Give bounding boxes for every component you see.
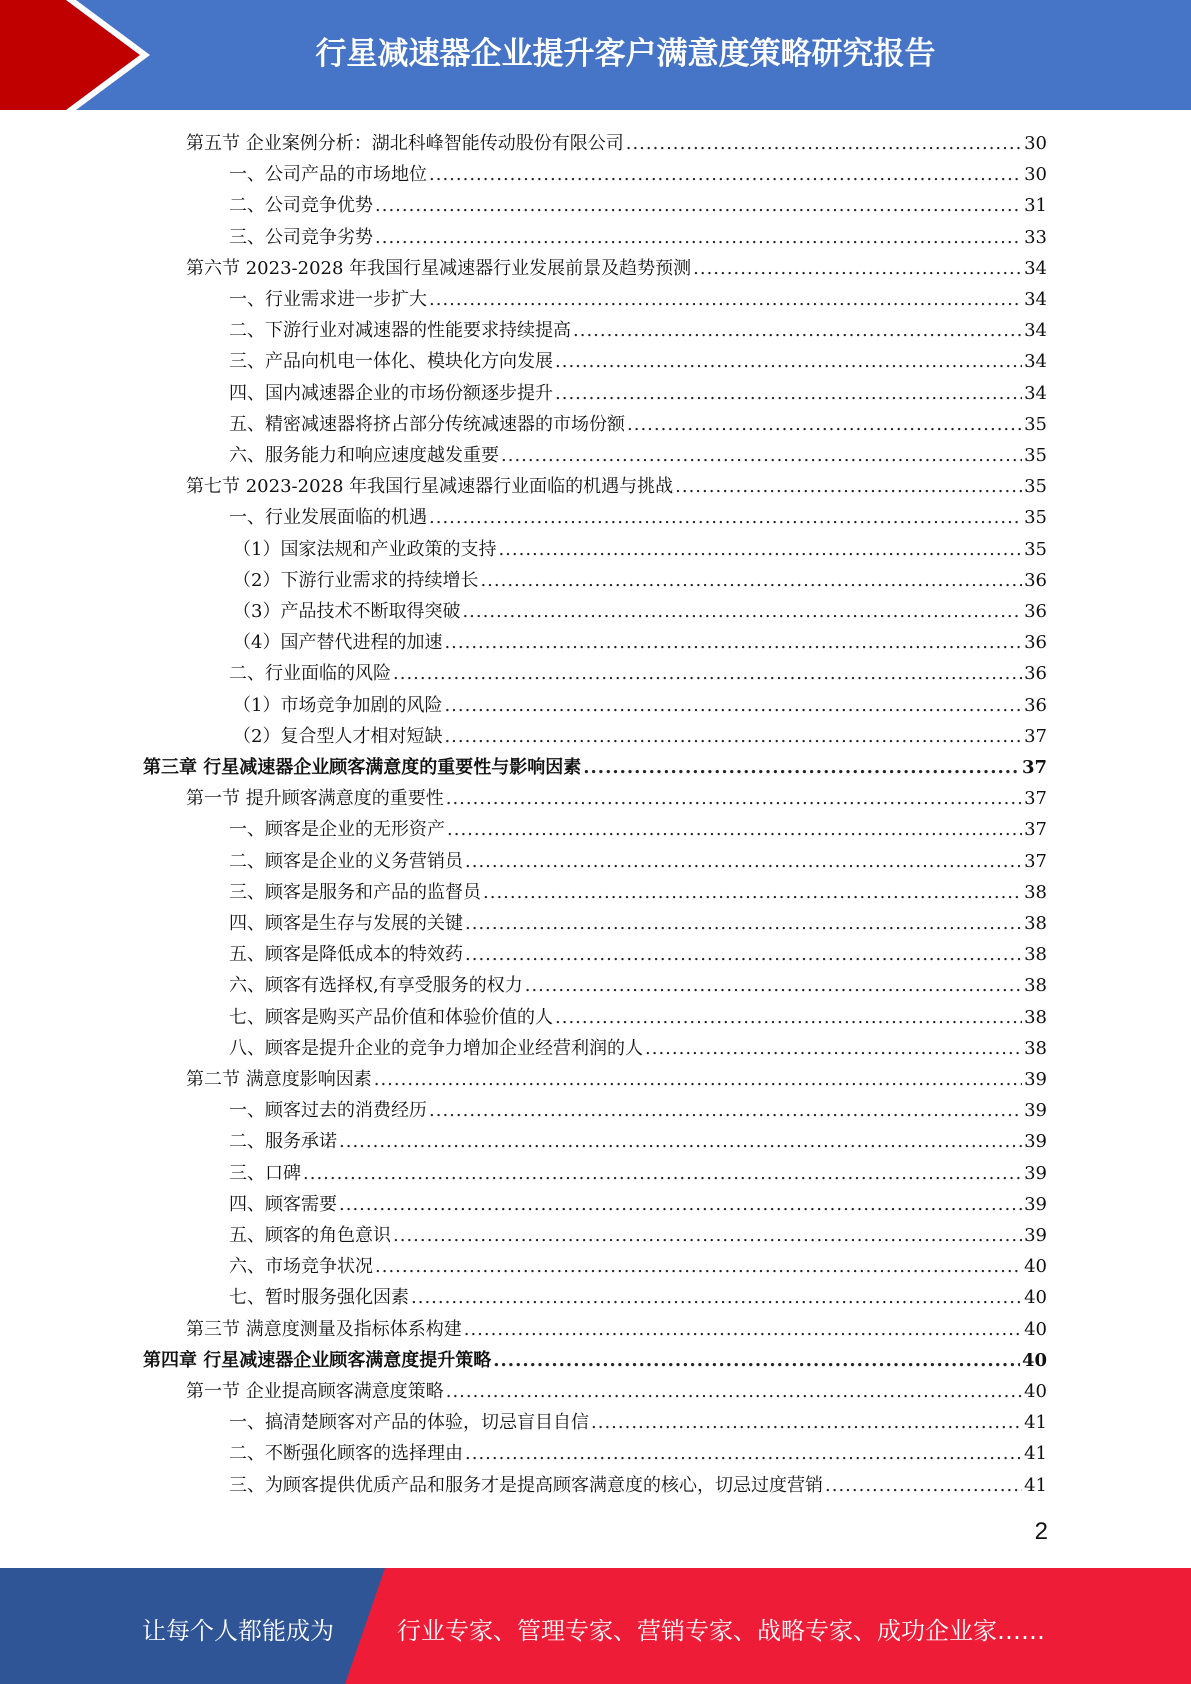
dot-leader (480, 565, 1022, 596)
toc-chapter[interactable] (143, 1345, 1047, 1376)
toc-entry-title: 六、顾客有选择权,有享受服务的权力 (229, 975, 523, 997)
dot-leader (375, 190, 1022, 221)
dot-leader (483, 877, 1022, 908)
toc-subsection[interactable] (229, 159, 1047, 190)
toc-page-number: 35 (1024, 507, 1047, 529)
dot-leader (525, 970, 1022, 1001)
dot-leader (498, 534, 1022, 565)
toc-subsection[interactable] (233, 596, 1047, 627)
toc-subsection[interactable] (229, 378, 1047, 409)
dot-leader (447, 814, 1022, 845)
toc-page-number: 36 (1024, 694, 1047, 716)
toc-subsection[interactable] (233, 627, 1047, 658)
toc-page-number: 39 (1024, 1225, 1047, 1246)
toc-entry-title: 一、行业发展面临的机遇 (229, 507, 427, 529)
toc-page-number: 37 (1021, 757, 1047, 778)
toc-subsection[interactable] (229, 1438, 1047, 1469)
dot-leader (375, 222, 1022, 253)
toc-entry-title: 三、公司竞争劣势 (229, 226, 373, 248)
toc-subsection[interactable] (229, 1002, 1047, 1033)
toc-page-number: 38 (1024, 1037, 1047, 1059)
dot-leader (339, 1189, 1022, 1220)
toc-entry-title: 三、口碑 (229, 1162, 301, 1184)
dot-leader (591, 1407, 1022, 1438)
toc-entry-title: 六、市场竞争状况 (229, 1256, 373, 1278)
toc-section[interactable] (186, 783, 1047, 814)
toc-page-number: 39 (1024, 1131, 1047, 1153)
toc-page-number: 40 (1024, 1318, 1047, 1340)
toc-subsection[interactable] (229, 814, 1047, 845)
dot-leader (465, 1438, 1022, 1469)
toc-page-number: 37 (1024, 850, 1047, 872)
toc-subsection[interactable] (229, 1033, 1047, 1064)
toc-page-number: 34 (1024, 320, 1047, 342)
toc-subsection[interactable] (233, 721, 1047, 752)
page-footer (0, 1568, 1191, 1684)
toc-entry-title: 四、国内减速器企业的市场份额逐步提升 (229, 382, 553, 404)
toc-subsection[interactable] (229, 1220, 1047, 1251)
toc-page-number: 38 (1024, 881, 1047, 903)
toc-entry-title: 二、不断强化顾客的选择理由 (229, 1443, 463, 1465)
toc-entry-title: 第一节 企业提高顾客满意度策略 (186, 1381, 444, 1402)
toc-page-number: 35 (1024, 413, 1047, 435)
toc-page-number: 41 (1024, 1474, 1047, 1496)
toc-subsection[interactable] (229, 502, 1047, 533)
toc-page-number: 40 (1021, 1349, 1047, 1371)
toc-page-number: 34 (1024, 257, 1047, 279)
toc-entry-title: 三、产品向机电一体化、模块化方向发展 (229, 351, 553, 373)
dot-leader (374, 1064, 1022, 1095)
toc-page-number: 40 (1024, 1381, 1047, 1402)
toc-page-number: 38 (1024, 913, 1047, 934)
toc-subsection[interactable] (229, 222, 1047, 253)
toc-entry-title: 第五节 企业案例分析：湖北科峰智能传动股份有限公司 (186, 133, 624, 154)
dot-leader (393, 658, 1022, 689)
toc-subsection[interactable] (229, 970, 1047, 1001)
dot-leader (555, 378, 1022, 409)
dot-leader (429, 284, 1022, 315)
toc-entry-title: 四、顾客是生存与发展的关键 (229, 913, 463, 934)
toc-subsection[interactable] (229, 1095, 1047, 1126)
toc-entry-title: （1）国家法规和产业政策的支持 (233, 538, 497, 560)
dot-leader (444, 690, 1022, 721)
toc-page-number: 35 (1024, 538, 1047, 560)
toc-page-number: 38 (1024, 975, 1047, 997)
dot-leader (555, 1002, 1022, 1033)
toc-entry-title: 二、下游行业对减速器的性能要求持续提高 (229, 320, 571, 342)
dot-leader (375, 1251, 1022, 1282)
dot-leader (444, 721, 1022, 752)
toc-entry-title: 第四章 行星减速器企业顾客满意度提升策略 (143, 1349, 492, 1371)
dot-leader (465, 846, 1022, 877)
toc-page-number: 38 (1024, 944, 1047, 966)
dot-leader (626, 128, 1022, 159)
toc-entry-title: 第六节 2023-2028 年我国行星减速器行业发展前景及趋势预测 (186, 257, 692, 279)
toc-page-number: 39 (1024, 1193, 1047, 1215)
toc-subsection[interactable] (229, 877, 1047, 908)
toc-page-number: 35 (1024, 476, 1047, 498)
toc-page-number: 35 (1024, 445, 1047, 466)
toc-subsection[interactable] (229, 1282, 1047, 1313)
toc-entry-title: 八、顾客是提升企业的竞争力增加企业经营利润的人 (229, 1037, 643, 1059)
toc-entry-title: 二、顾客是企业的义务营销员 (229, 850, 463, 872)
toc-page-number: 34 (1024, 289, 1047, 310)
toc-entry-title: 三、为顾客提供优质产品和服务才是提高顾客满意度的核心，切忌过度营销 (229, 1474, 823, 1496)
toc-page-number: 39 (1024, 1162, 1047, 1184)
toc-page-number: 31 (1024, 195, 1047, 217)
toc-section[interactable] (186, 128, 1047, 159)
toc-page-number: 36 (1024, 632, 1047, 654)
toc-page-number: 40 (1024, 1287, 1047, 1309)
toc-entry-title: 五、精密减速器将挤占部分传统减速器的市场份额 (229, 413, 625, 435)
footer-slogan-right: 行业专家、管理专家、营销专家、战略专家、成功企业家…… (397, 1617, 1045, 1645)
toc-entry-title: 一、搞清楚顾客对产品的体验，切忌盲目自信 (229, 1412, 589, 1434)
toc-subsection[interactable] (229, 1158, 1047, 1189)
page-header (0, 0, 1191, 110)
toc-subsection[interactable] (229, 908, 1047, 939)
dot-leader (465, 908, 1022, 939)
dot-leader (339, 1126, 1022, 1157)
toc-entry-title: （1）市场竞争加剧的风险 (233, 694, 443, 716)
toc-section[interactable] (186, 253, 1047, 284)
toc-page-number: 41 (1024, 1412, 1047, 1434)
toc-subsection[interactable] (229, 1126, 1047, 1157)
toc-page-number: 41 (1024, 1443, 1047, 1465)
dot-leader (555, 346, 1022, 377)
toc-subsection[interactable] (229, 409, 1047, 440)
toc-entry-title: 第三节 满意度测量及指标体系构建 (186, 1318, 462, 1340)
toc-subsection[interactable] (229, 346, 1047, 377)
toc-entry-title: 五、顾客的角色意识 (229, 1225, 391, 1246)
toc-page-number: 33 (1024, 226, 1047, 248)
dot-leader (446, 1376, 1022, 1407)
toc-entry-title: 二、公司竞争优势 (229, 195, 373, 217)
dot-leader (493, 1345, 1020, 1376)
toc-entry-title: 二、行业面临的风险 (229, 663, 391, 685)
dot-leader (444, 627, 1022, 658)
toc-page-number: 36 (1024, 663, 1047, 685)
toc-page-number: 34 (1024, 351, 1047, 373)
page-number: 2 (1034, 1518, 1048, 1545)
toc-page-number: 39 (1024, 1100, 1047, 1122)
dot-leader (501, 440, 1022, 471)
toc-subsection[interactable] (229, 846, 1047, 877)
toc-subsection[interactable] (229, 658, 1047, 689)
toc-entry-title: 第七节 2023-2028 年我国行星减速器行业面临的机遇与挑战 (186, 476, 674, 498)
toc-chapter[interactable] (143, 752, 1047, 783)
toc-entry-title: 一、行业需求进一步扩大 (229, 289, 427, 310)
toc-subsection[interactable] (229, 1189, 1047, 1220)
toc-entry-title: 第二节 满意度影响因素 (186, 1069, 372, 1090)
toc-entry-title: （2）复合型人才相对短缺 (233, 725, 443, 747)
toc-entry-title: 一、顾客过去的消费经历 (229, 1100, 427, 1122)
dot-leader (303, 1158, 1022, 1189)
toc-subsection[interactable] (229, 939, 1047, 970)
toc-entry-title: 二、服务承诺 (229, 1131, 337, 1153)
toc-page-number: 37 (1024, 725, 1047, 747)
dot-leader (465, 939, 1022, 970)
toc-entry-title: 一、公司产品的市场地位 (229, 164, 427, 186)
dot-leader (446, 783, 1022, 814)
toc-subsection[interactable] (229, 284, 1047, 315)
document-title: 行星减速器企业提升客户满意度策略研究报告 (315, 36, 936, 72)
dot-leader (411, 1282, 1022, 1313)
dot-leader (583, 752, 1020, 783)
dot-leader (573, 315, 1022, 346)
toc-section[interactable] (186, 1064, 1047, 1095)
toc-page-number: 36 (1024, 601, 1047, 622)
toc-section[interactable] (186, 1314, 1047, 1345)
toc-subsection[interactable] (229, 1251, 1047, 1282)
toc-page-number: 37 (1024, 788, 1047, 810)
toc-subsection[interactable] (229, 315, 1047, 346)
toc-subsection[interactable] (233, 690, 1047, 721)
toc-subsection[interactable] (233, 565, 1047, 596)
toc-entry-title: 第三章 行星减速器企业顾客满意度的重要性与影响因素 (143, 757, 582, 778)
toc-page-number: 30 (1024, 133, 1047, 154)
toc-entry-title: 一、顾客是企业的无形资产 (229, 819, 445, 841)
toc-page-number: 30 (1024, 164, 1047, 186)
toc-section[interactable] (186, 1376, 1047, 1407)
dot-leader (393, 1220, 1022, 1251)
toc-page-number: 37 (1024, 819, 1047, 841)
toc-section[interactable] (186, 471, 1047, 502)
toc-page-number: 40 (1024, 1256, 1047, 1278)
toc-entry-title: 四、顾客需要 (229, 1193, 337, 1215)
dot-leader (693, 253, 1022, 284)
dot-leader (675, 471, 1022, 502)
dot-leader (645, 1033, 1022, 1064)
toc-entry-title: 七、顾客是购买产品价值和体验价值的人 (229, 1006, 553, 1028)
toc-page-number: 36 (1024, 569, 1047, 591)
dot-leader (462, 596, 1022, 627)
dot-leader (825, 1470, 1022, 1501)
toc-subsection[interactable] (229, 440, 1047, 471)
dot-leader (627, 409, 1022, 440)
toc-entry-title: （2）下游行业需求的持续增长 (233, 569, 479, 591)
toc-entry-title: 六、服务能力和响应速度越发重要 (229, 445, 499, 466)
dot-leader (464, 1314, 1022, 1345)
toc-entry-title: 第一节 提升顾客满意度的重要性 (186, 788, 444, 810)
dot-leader (429, 159, 1022, 190)
toc-subsection[interactable] (233, 534, 1047, 565)
toc-entry-title: 七、暂时服务强化因素 (229, 1287, 409, 1309)
dot-leader (429, 1095, 1022, 1126)
toc-entry-title: 三、顾客是服务和产品的监督员 (229, 881, 481, 903)
footer-slogan-left: 让每个人都能成为 (142, 1617, 334, 1645)
toc-subsection[interactable] (229, 1407, 1047, 1438)
toc-page-number: 38 (1024, 1006, 1047, 1028)
toc-subsection[interactable] (229, 1470, 1047, 1501)
toc-subsection[interactable] (229, 190, 1047, 221)
toc-page-number: 39 (1024, 1069, 1047, 1090)
toc-entry-title: （3）产品技术不断取得突破 (233, 601, 461, 622)
toc-entry-title: （4）国产替代进程的加速 (233, 632, 443, 654)
dot-leader (429, 502, 1022, 533)
toc-page-number: 34 (1024, 382, 1047, 404)
toc-entry-title: 五、顾客是降低成本的特效药 (229, 944, 463, 966)
